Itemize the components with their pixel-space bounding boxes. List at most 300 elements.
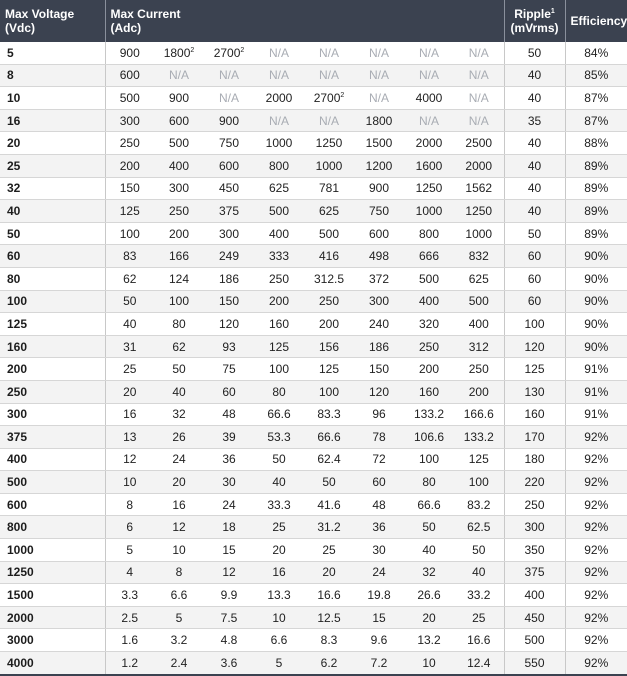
current-cell: 249 bbox=[204, 245, 254, 268]
current-cell: 12 bbox=[105, 448, 154, 471]
current-cell: 80 bbox=[404, 471, 454, 494]
current-cell: 240 bbox=[354, 313, 404, 336]
ripple-header bbox=[504, 0, 565, 42]
table-row bbox=[0, 222, 627, 245]
current-cell: 96 bbox=[354, 403, 404, 426]
current-cell: 32 bbox=[154, 403, 204, 426]
current-cell: 62 bbox=[154, 335, 204, 358]
current-cell: 16 bbox=[254, 561, 304, 584]
current-cell: 100 bbox=[154, 290, 204, 313]
current-cell: 25 bbox=[254, 516, 304, 539]
efficiency-cell: 92% bbox=[565, 493, 627, 516]
current-cell: 8 bbox=[105, 493, 154, 516]
current-cell: 500 bbox=[404, 267, 454, 290]
current-cell: 450 bbox=[204, 177, 254, 200]
efficiency-cell: 92% bbox=[565, 629, 627, 652]
current-cell: 60 bbox=[354, 471, 404, 494]
current-cell: 500 bbox=[105, 87, 154, 110]
current-cell: 4.8 bbox=[204, 629, 254, 652]
current-cell: N/A bbox=[354, 42, 404, 64]
current-cell: 4000 bbox=[404, 87, 454, 110]
current-cell: 40 bbox=[404, 539, 454, 562]
current-cell: 2700$^2$ bbox=[304, 87, 354, 110]
current-cell: 83.3 bbox=[304, 403, 354, 426]
efficiency-cell: 91% bbox=[565, 403, 627, 426]
current-cell: 2700$^2$ bbox=[204, 42, 254, 64]
voltage-cell: 600 bbox=[0, 493, 105, 516]
efficiency-cell: 90% bbox=[565, 290, 627, 313]
ripple-cell: 60 bbox=[504, 267, 565, 290]
current-cell: 40 bbox=[454, 561, 504, 584]
table-row bbox=[0, 380, 627, 403]
efficiency-cell: 90% bbox=[565, 313, 627, 336]
current-cell: 83 bbox=[105, 245, 154, 268]
current-cell: 186 bbox=[204, 267, 254, 290]
current-cell: 26.6 bbox=[404, 584, 454, 607]
ripple-cell: 50 bbox=[504, 222, 565, 245]
current-cell: 83.2 bbox=[454, 493, 504, 516]
ripple-cell: 160 bbox=[504, 403, 565, 426]
current-cell: 900 bbox=[105, 42, 154, 64]
current-cell: 600 bbox=[105, 64, 154, 87]
current-cell: 6.6 bbox=[254, 629, 304, 652]
current-cell: 250 bbox=[254, 267, 304, 290]
current-cell: 200 bbox=[254, 290, 304, 313]
current-cell: 10 bbox=[404, 652, 454, 675]
ripple-cell: 500 bbox=[504, 629, 565, 652]
current-cell: 2.4 bbox=[154, 652, 204, 675]
current-cell: N/A bbox=[354, 87, 404, 110]
ripple-cell: 40 bbox=[504, 64, 565, 87]
current-cell: N/A bbox=[154, 64, 204, 87]
table-row bbox=[0, 267, 627, 290]
table-row bbox=[0, 87, 627, 110]
efficiency-cell: 84% bbox=[565, 42, 627, 64]
current-cell: 300 bbox=[204, 222, 254, 245]
ripple-cell: 35 bbox=[504, 109, 565, 132]
efficiency-cell: 92% bbox=[565, 516, 627, 539]
current-cell: 6 bbox=[105, 516, 154, 539]
efficiency-label: Efficiency bbox=[570, 14, 627, 28]
ripple-cell: 125 bbox=[504, 358, 565, 381]
current-cell: 600 bbox=[204, 154, 254, 177]
current-cell: 41.6 bbox=[304, 493, 354, 516]
ripple-cell: 300 bbox=[504, 516, 565, 539]
current-cell: 62.4 bbox=[304, 448, 354, 471]
current-cell: 66.6 bbox=[404, 493, 454, 516]
table-row bbox=[0, 245, 627, 268]
current-cell: N/A bbox=[404, 64, 454, 87]
voltage-cell: 250 bbox=[0, 380, 105, 403]
current-cell: 25 bbox=[105, 358, 154, 381]
table-row bbox=[0, 200, 627, 223]
current-cell: 1250 bbox=[454, 200, 504, 223]
current-cell: 26 bbox=[154, 426, 204, 449]
current-cell: 1500 bbox=[354, 132, 404, 155]
current-cell: 5 bbox=[254, 652, 304, 675]
current-cell: 312 bbox=[454, 335, 504, 358]
current-cell: 125 bbox=[304, 358, 354, 381]
current-cell: 100 bbox=[454, 471, 504, 494]
current-cell: N/A bbox=[354, 64, 404, 87]
current-cell: 2000 bbox=[404, 132, 454, 155]
ripple-cell: 100 bbox=[504, 313, 565, 336]
voltage-cell: 5 bbox=[0, 42, 105, 64]
current-cell: N/A bbox=[204, 87, 254, 110]
current-cell: 53.3 bbox=[254, 426, 304, 449]
current-cell: N/A bbox=[254, 109, 304, 132]
ripple-cell: 60 bbox=[504, 290, 565, 313]
current-cell: 625 bbox=[304, 200, 354, 223]
voltage-cell: 60 bbox=[0, 245, 105, 268]
max-current-label: Max Current bbox=[110, 7, 181, 21]
current-cell: 800 bbox=[254, 154, 304, 177]
current-cell: 150 bbox=[105, 177, 154, 200]
max-current-header bbox=[105, 0, 504, 42]
current-cell: 400 bbox=[404, 290, 454, 313]
current-cell: 106.6 bbox=[404, 426, 454, 449]
current-cell: N/A bbox=[454, 109, 504, 132]
current-cell: 12 bbox=[204, 561, 254, 584]
voltage-cell: 300 bbox=[0, 403, 105, 426]
current-cell: 400 bbox=[454, 313, 504, 336]
table-row bbox=[0, 493, 627, 516]
current-cell: 186 bbox=[354, 335, 404, 358]
current-cell: 39 bbox=[204, 426, 254, 449]
current-cell: 5 bbox=[105, 539, 154, 562]
current-cell: 36 bbox=[354, 516, 404, 539]
footnote-marker: 2 bbox=[240, 46, 245, 54]
efficiency-cell: 90% bbox=[565, 335, 627, 358]
current-cell: 600 bbox=[354, 222, 404, 245]
voltage-cell: 25 bbox=[0, 154, 105, 177]
current-cell: 500 bbox=[254, 200, 304, 223]
voltage-cell: 10 bbox=[0, 87, 105, 110]
current-cell: 8.3 bbox=[304, 629, 354, 652]
current-cell: 20 bbox=[254, 539, 304, 562]
current-cell: 48 bbox=[204, 403, 254, 426]
current-cell: 31.2 bbox=[304, 516, 354, 539]
current-cell: 9.6 bbox=[354, 629, 404, 652]
current-cell: 4 bbox=[105, 561, 154, 584]
table-row bbox=[0, 584, 627, 607]
voltage-cell: 160 bbox=[0, 335, 105, 358]
voltage-cell: 80 bbox=[0, 267, 105, 290]
current-cell: 3.6 bbox=[204, 652, 254, 675]
current-cell: 124 bbox=[154, 267, 204, 290]
current-cell: 1.2 bbox=[105, 652, 154, 675]
current-cell: 15 bbox=[204, 539, 254, 562]
table-row bbox=[0, 403, 627, 426]
current-cell: 100 bbox=[304, 380, 354, 403]
current-cell: 900 bbox=[204, 109, 254, 132]
current-cell: 93 bbox=[204, 335, 254, 358]
efficiency-cell: 89% bbox=[565, 200, 627, 223]
current-cell: 16.6 bbox=[304, 584, 354, 607]
current-cell: 31 bbox=[105, 335, 154, 358]
current-cell: 1250 bbox=[404, 177, 454, 200]
current-cell: 100 bbox=[404, 448, 454, 471]
current-cell: 24 bbox=[354, 561, 404, 584]
current-cell: 40 bbox=[254, 471, 304, 494]
voltage-cell: 375 bbox=[0, 426, 105, 449]
voltage-cell: 1500 bbox=[0, 584, 105, 607]
current-cell: 160 bbox=[404, 380, 454, 403]
current-cell: 62.5 bbox=[454, 516, 504, 539]
ripple-cell: 40 bbox=[504, 154, 565, 177]
current-cell: 72 bbox=[354, 448, 404, 471]
efficiency-cell: 90% bbox=[565, 267, 627, 290]
voltage-cell: 16 bbox=[0, 109, 105, 132]
current-cell: 375 bbox=[204, 200, 254, 223]
efficiency-cell: 92% bbox=[565, 426, 627, 449]
current-cell: 125 bbox=[454, 448, 504, 471]
current-cell: N/A bbox=[254, 42, 304, 64]
efficiency-cell: 87% bbox=[565, 87, 627, 110]
table-row bbox=[0, 132, 627, 155]
table-row bbox=[0, 652, 627, 675]
current-cell: N/A bbox=[454, 42, 504, 64]
current-cell: 20 bbox=[304, 561, 354, 584]
current-cell: 12.4 bbox=[454, 652, 504, 675]
current-cell: N/A bbox=[454, 64, 504, 87]
ripple-cell: 350 bbox=[504, 539, 565, 562]
efficiency-cell: 89% bbox=[565, 177, 627, 200]
current-cell: 75 bbox=[204, 358, 254, 381]
current-cell: 50 bbox=[454, 539, 504, 562]
voltage-cell: 2000 bbox=[0, 606, 105, 629]
current-cell: 16.6 bbox=[454, 629, 504, 652]
current-cell: N/A bbox=[254, 64, 304, 87]
table-row bbox=[0, 606, 627, 629]
efficiency-cell: 90% bbox=[565, 245, 627, 268]
ripple-cell: 40 bbox=[504, 87, 565, 110]
table-row bbox=[0, 313, 627, 336]
current-cell: N/A bbox=[304, 109, 354, 132]
current-cell: 3.2 bbox=[154, 629, 204, 652]
current-cell: 36 bbox=[204, 448, 254, 471]
current-cell: 1600 bbox=[404, 154, 454, 177]
ripple-footnote: 1 bbox=[550, 8, 555, 15]
ripple-cell: 40 bbox=[504, 132, 565, 155]
efficiency-cell: 89% bbox=[565, 222, 627, 245]
current-cell: 8 bbox=[154, 561, 204, 584]
header-row bbox=[0, 0, 627, 42]
current-cell: 1.6 bbox=[105, 629, 154, 652]
footnote-marker: 2 bbox=[190, 46, 195, 54]
current-cell: 625 bbox=[254, 177, 304, 200]
current-cell: 781 bbox=[304, 177, 354, 200]
current-cell: 32 bbox=[404, 561, 454, 584]
current-cell: 666 bbox=[404, 245, 454, 268]
current-cell: 16 bbox=[105, 403, 154, 426]
current-cell: 20 bbox=[154, 471, 204, 494]
efficiency-cell: 92% bbox=[565, 606, 627, 629]
ripple-cell: 40 bbox=[504, 177, 565, 200]
current-cell: 48 bbox=[354, 493, 404, 516]
current-cell: 50 bbox=[105, 290, 154, 313]
table-row bbox=[0, 426, 627, 449]
current-cell: 10 bbox=[105, 471, 154, 494]
current-cell: 150 bbox=[204, 290, 254, 313]
current-cell: 66.6 bbox=[254, 403, 304, 426]
voltage-cell: 8 bbox=[0, 64, 105, 87]
current-cell: 16 bbox=[154, 493, 204, 516]
table-row bbox=[0, 335, 627, 358]
current-cell: 372 bbox=[354, 267, 404, 290]
current-cell: 250 bbox=[105, 132, 154, 155]
current-cell: 500 bbox=[154, 132, 204, 155]
voltage-cell: 4000 bbox=[0, 652, 105, 675]
ripple-cell: 130 bbox=[504, 380, 565, 403]
ripple-cell: 60 bbox=[504, 245, 565, 268]
current-cell: 200 bbox=[154, 222, 204, 245]
current-cell: 40 bbox=[154, 380, 204, 403]
current-cell: 750 bbox=[354, 200, 404, 223]
voltage-cell: 1000 bbox=[0, 539, 105, 562]
current-cell: 1562 bbox=[454, 177, 504, 200]
current-cell: 300 bbox=[354, 290, 404, 313]
ripple-cell: 220 bbox=[504, 471, 565, 494]
current-cell: 150 bbox=[354, 358, 404, 381]
ripple-cell: 40 bbox=[504, 200, 565, 223]
current-cell: 50 bbox=[254, 448, 304, 471]
current-cell: 900 bbox=[154, 87, 204, 110]
table-row bbox=[0, 516, 627, 539]
efficiency-cell: 92% bbox=[565, 561, 627, 584]
current-cell: 2000 bbox=[454, 154, 504, 177]
current-cell: 400 bbox=[154, 154, 204, 177]
current-cell: 3.3 bbox=[105, 584, 154, 607]
voltage-cell: 40 bbox=[0, 200, 105, 223]
current-cell: 30 bbox=[354, 539, 404, 562]
efficiency-cell: 91% bbox=[565, 358, 627, 381]
current-cell: 125 bbox=[254, 335, 304, 358]
current-cell: 25 bbox=[454, 606, 504, 629]
table-body bbox=[0, 42, 627, 675]
current-cell: 5 bbox=[154, 606, 204, 629]
current-cell: 250 bbox=[154, 200, 204, 223]
voltage-cell: 3000 bbox=[0, 629, 105, 652]
ripple-cell: 550 bbox=[504, 652, 565, 675]
current-cell: 1000 bbox=[254, 132, 304, 155]
current-cell: 500 bbox=[454, 290, 504, 313]
current-cell: 312.5 bbox=[304, 267, 354, 290]
voltage-cell: 800 bbox=[0, 516, 105, 539]
efficiency-cell: 89% bbox=[565, 154, 627, 177]
current-cell: 13.2 bbox=[404, 629, 454, 652]
current-cell: 50 bbox=[304, 471, 354, 494]
current-cell: 125 bbox=[105, 200, 154, 223]
table-row bbox=[0, 448, 627, 471]
current-cell: 33.3 bbox=[254, 493, 304, 516]
current-cell: 250 bbox=[404, 335, 454, 358]
table-row bbox=[0, 290, 627, 313]
efficiency-cell: 85% bbox=[565, 64, 627, 87]
current-cell: 9.9 bbox=[204, 584, 254, 607]
current-cell: 20 bbox=[105, 380, 154, 403]
current-cell: 100 bbox=[254, 358, 304, 381]
max-voltage-header bbox=[0, 0, 105, 42]
current-cell: 24 bbox=[154, 448, 204, 471]
current-cell: 6.6 bbox=[154, 584, 204, 607]
voltage-cell: 32 bbox=[0, 177, 105, 200]
efficiency-cell: 87% bbox=[565, 109, 627, 132]
current-cell: 12.5 bbox=[304, 606, 354, 629]
current-cell: 10 bbox=[254, 606, 304, 629]
current-cell: N/A bbox=[404, 42, 454, 64]
current-cell: 800 bbox=[404, 222, 454, 245]
current-cell: 1800 bbox=[354, 109, 404, 132]
current-cell: 2.5 bbox=[105, 606, 154, 629]
current-cell: 7.5 bbox=[204, 606, 254, 629]
ripple-cell: 170 bbox=[504, 426, 565, 449]
efficiency-cell: 88% bbox=[565, 132, 627, 155]
current-cell: 19.8 bbox=[354, 584, 404, 607]
current-cell: 1000 bbox=[304, 154, 354, 177]
ripple-cell: 50 bbox=[504, 42, 565, 64]
ripple-label: Ripple bbox=[514, 7, 551, 21]
current-cell: 2000 bbox=[254, 87, 304, 110]
current-cell: 200 bbox=[404, 358, 454, 381]
ripple-cell: 180 bbox=[504, 448, 565, 471]
voltage-cell: 1250 bbox=[0, 561, 105, 584]
current-cell: 200 bbox=[454, 380, 504, 403]
max-voltage-unit: (Vdc) bbox=[5, 21, 35, 35]
table-row bbox=[0, 561, 627, 584]
current-cell: 166.6 bbox=[454, 403, 504, 426]
current-cell: 50 bbox=[154, 358, 204, 381]
current-cell: 400 bbox=[254, 222, 304, 245]
current-cell: 250 bbox=[454, 358, 504, 381]
ripple-unit: (mVrms) bbox=[510, 21, 559, 35]
current-cell: 120 bbox=[354, 380, 404, 403]
current-cell: 320 bbox=[404, 313, 454, 336]
current-cell: 1000 bbox=[454, 222, 504, 245]
current-cell: N/A bbox=[304, 64, 354, 87]
current-cell: 416 bbox=[304, 245, 354, 268]
current-cell: 300 bbox=[105, 109, 154, 132]
ripple-cell: 250 bbox=[504, 493, 565, 516]
current-cell: 1000 bbox=[404, 200, 454, 223]
ripple-cell: 120 bbox=[504, 335, 565, 358]
current-cell: N/A bbox=[404, 109, 454, 132]
current-cell: 7.2 bbox=[354, 652, 404, 675]
table-row bbox=[0, 64, 627, 87]
current-cell: 200 bbox=[105, 154, 154, 177]
current-cell: 498 bbox=[354, 245, 404, 268]
current-cell: 900 bbox=[354, 177, 404, 200]
table-row bbox=[0, 539, 627, 562]
efficiency-cell: 92% bbox=[565, 539, 627, 562]
efficiency-cell: 92% bbox=[565, 652, 627, 675]
current-cell: 100 bbox=[105, 222, 154, 245]
voltage-cell: 100 bbox=[0, 290, 105, 313]
current-cell: 15 bbox=[354, 606, 404, 629]
current-cell: 133.2 bbox=[454, 426, 504, 449]
efficiency-cell: 92% bbox=[565, 584, 627, 607]
current-cell: 750 bbox=[204, 132, 254, 155]
voltage-cell: 400 bbox=[0, 448, 105, 471]
max-voltage-label: Max Voltage bbox=[5, 7, 75, 21]
current-cell: 333 bbox=[254, 245, 304, 268]
current-cell: 600 bbox=[154, 109, 204, 132]
current-cell: 10 bbox=[154, 539, 204, 562]
current-cell: N/A bbox=[304, 42, 354, 64]
efficiency-cell: 92% bbox=[565, 471, 627, 494]
current-cell: 1250 bbox=[304, 132, 354, 155]
voltage-cell: 20 bbox=[0, 132, 105, 155]
